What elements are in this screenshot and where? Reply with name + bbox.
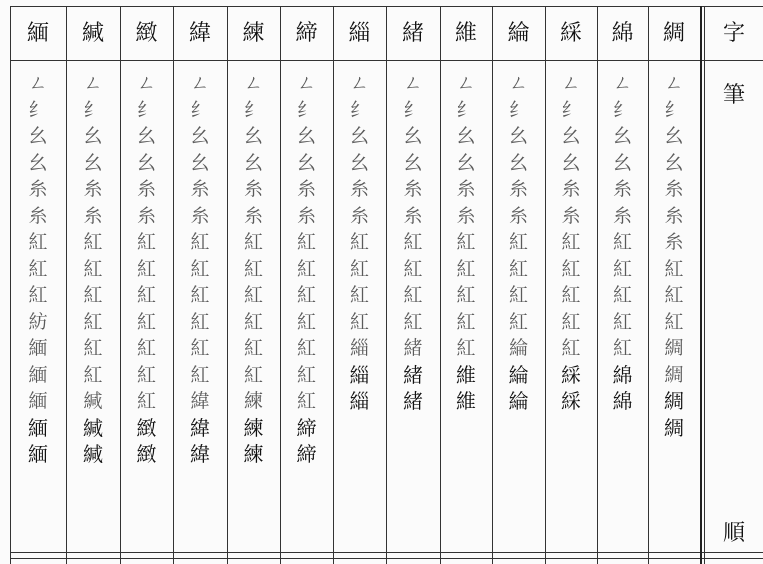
column-rule [386,6,387,564]
stroke-step: 紅 [83,310,103,333]
stroke-step: 紅 [561,257,581,280]
stroke-step: 纟 [456,98,476,121]
stroke-sequence-column [234,70,274,468]
stroke-sequence-column [603,70,643,415]
stroke-step: 幺 [136,125,156,147]
stroke-step: 糸 [190,178,210,200]
column-rule [597,6,598,564]
header-character: 綸 [507,21,530,46]
column-rule [333,6,334,564]
stroke-step: 糸 [403,178,423,200]
stroke-step: 紅 [456,231,476,253]
stroke-step: 紅 [349,284,369,306]
stroke-step: 緯 [190,415,210,440]
stroke-step: 紅 [190,337,210,359]
stroke-step: 幺 [349,125,369,147]
stroke-step: 幺 [136,151,156,174]
stroke-step: 幺 [28,125,48,147]
stroke-step: 紅 [403,284,423,306]
stroke-step: 紅 [243,310,263,333]
header-character: 練 [242,21,265,46]
stroke-step: 幺 [403,151,423,174]
stroke-step: ㄥ [136,72,156,94]
stroke-step: ㄥ [664,72,684,94]
stroke-step: 幺 [190,151,210,174]
column-rule [120,6,121,564]
stroke-step: 緬 [28,415,48,440]
stroke-step: 纟 [664,98,684,121]
header-character: 締 [295,21,318,46]
stroke-step: 紅 [561,231,581,253]
stroke-step: 紅 [83,231,103,253]
stroke-step: 紅 [612,337,632,359]
stroke-step: 纟 [612,98,632,121]
stroke-step: 糸 [136,178,156,200]
stroke-step: 糸 [296,178,316,200]
stroke-step: 糸 [664,231,684,253]
stroke-step: ㄥ [83,72,103,94]
side-label-top: 字 [722,21,745,46]
stroke-step: 綵 [561,389,581,413]
stroke-sequence-column [654,70,694,441]
stroke-step: 緘 [83,415,103,440]
stroke-step: 糸 [456,204,476,227]
stroke-step: 紅 [296,337,316,359]
header-character: 維 [454,21,477,46]
stroke-step: 幺 [296,151,316,174]
stroke-sequence-column [180,70,220,468]
stroke-step: 緒 [403,337,423,359]
stroke-step: 締 [296,415,317,440]
stroke-step: 紅 [190,284,210,306]
stroke-sequence-column [73,70,113,468]
stroke-step: 糸 [508,204,528,227]
stroke-step: ㄥ [508,72,528,94]
column-rule [704,6,705,564]
stroke-step: 纟 [83,98,103,121]
header-character: 緯 [188,21,211,46]
stroke-step: 緇 [349,337,369,359]
stroke-step: 糸 [83,178,103,200]
stroke-step: 紅 [664,310,684,333]
stroke-step: 幺 [456,125,476,147]
stroke-step: 糸 [561,178,581,200]
stroke-step: 紅 [136,363,156,386]
stroke-step: 紅 [28,231,48,253]
stroke-step: 練 [243,442,264,466]
stroke-step: 綢 [664,337,684,359]
stroke-step: 緘 [83,390,103,412]
stroke-step: 紅 [508,231,528,253]
stroke-step: 纟 [561,98,581,121]
stroke-step: 糸 [28,204,48,227]
stroke-step: 糸 [612,204,632,227]
stroke-step: 幺 [243,125,263,147]
stroke-step: 糸 [296,204,316,227]
stroke-step: 紅 [456,310,476,333]
stroke-step: 紅 [508,284,528,306]
stroke-step: 紅 [28,257,48,280]
stroke-step: 幺 [612,151,632,174]
stroke-step: 紅 [296,284,316,306]
stroke-step: 綢 [664,415,684,440]
stroke-step: 紅 [349,310,369,333]
stroke-step: 練 [243,390,263,412]
stroke-sequence-column [499,70,539,415]
stroke-step: 幺 [561,125,581,147]
stroke-step: 綢 [664,363,684,386]
stroke-step: 綸 [508,362,529,387]
stroke-step: 紅 [190,257,210,280]
header-character: 緒 [401,21,424,46]
stroke-sequence-column [446,70,486,415]
stroke-step: 緒 [403,362,423,387]
column-rule [66,6,67,564]
stroke-step: 幺 [403,125,423,147]
stroke-step: 纟 [296,98,316,121]
stroke-step: 紡 [28,310,48,333]
stroke-step: 紅 [403,310,423,333]
stroke-step: ㄥ [190,72,210,94]
stroke-step: 紅 [664,257,684,280]
stroke-step: 綿 [612,389,633,413]
stroke-step: 紅 [296,390,316,412]
stroke-step: 紅 [136,337,156,359]
stroke-step: 紅 [136,231,156,253]
stroke-step: 纟 [136,98,156,121]
stroke-step: 緘 [83,442,103,466]
stroke-step: ㄥ [349,72,369,94]
stroke-step: ㄥ [28,72,48,94]
stroke-step: 糸 [190,204,210,227]
stroke-step: 紅 [612,310,632,333]
stroke-step: 纟 [349,98,369,121]
stroke-step: 幺 [296,125,316,147]
header-character: 緘 [81,21,104,46]
stroke-step: 紅 [403,257,423,280]
stroke-step: 紅 [136,390,156,412]
stroke-step: 紅 [349,231,369,253]
stroke-step: 緬 [28,442,48,466]
stroke-step: 纟 [28,98,48,121]
stroke-step: 緬 [28,363,48,386]
stroke-step: 幺 [456,151,476,174]
stroke-step: 糸 [664,204,684,227]
stroke-step: 紅 [561,310,581,333]
header-character: 緇 [348,21,371,46]
stroke-step: 幺 [664,125,684,147]
stroke-step: 紅 [83,363,103,386]
column-rule [700,6,702,564]
stroke-step: 糸 [349,178,369,200]
stroke-step: 紅 [83,284,103,306]
stroke-step: 紅 [349,257,369,280]
stroke-step: 紅 [190,310,210,333]
stroke-step: 紅 [612,257,632,280]
stroke-step: 糸 [612,178,632,200]
stroke-step: 紅 [612,284,632,306]
column-rule [10,6,11,564]
stroke-sequence-column [551,70,591,415]
stroke-step: 練 [243,415,264,440]
stroke-step: ㄥ [561,72,581,94]
stroke-step: ㄥ [296,72,316,94]
stroke-sequence-column [340,70,380,415]
stroke-step: 幺 [612,125,632,147]
column-rule [648,6,649,564]
stroke-step: 紅 [456,284,476,306]
stroke-sequence-column [287,70,327,468]
stroke-step: 綸 [508,337,528,359]
stroke-step: 紅 [190,363,210,386]
stroke-step: 紅 [190,231,210,253]
stroke-step: 紅 [456,337,476,359]
stroke-step: ㄥ [612,72,632,94]
stroke-step: 糸 [456,178,476,200]
header-character: 緻 [135,21,158,46]
stroke-step: 紅 [296,231,316,253]
stroke-step: 緒 [403,389,423,413]
stroke-step: 糸 [243,204,263,227]
stroke-step: 糸 [136,204,156,227]
stroke-step: 紅 [296,363,316,386]
stroke-step: 綿 [612,362,633,387]
stroke-step: 紅 [136,284,156,306]
column-rule [173,6,174,564]
stroke-step: 綢 [664,389,684,413]
stroke-step: 綸 [508,389,529,413]
stroke-step: 纟 [190,98,210,121]
stroke-step: 紅 [243,337,263,359]
stroke-step: 綵 [561,362,581,387]
stroke-sequence-column [393,70,433,415]
stroke-step: 緻 [136,415,157,440]
stroke-step: 幺 [508,151,528,174]
stroke-step: 幺 [190,125,210,147]
header-character: 緬 [26,21,49,46]
stroke-step: 幺 [243,151,263,174]
stroke-step: 紅 [456,257,476,280]
stroke-step: 纟 [508,98,528,121]
stroke-step: ㄥ [403,72,423,94]
stroke-step: 幺 [561,151,581,174]
stroke-step: 紅 [508,257,528,280]
stroke-step: 糸 [508,178,528,200]
column-rule [280,6,281,564]
stroke-step: ㄥ [243,72,263,94]
header-character: 綵 [559,21,582,46]
stroke-step: 糸 [561,204,581,227]
stroke-step: 紅 [508,310,528,333]
stroke-step: 糸 [28,178,48,200]
side-label-bottom: 順 [722,521,745,546]
stroke-sequence-column [18,70,58,468]
stroke-step: 紅 [561,284,581,306]
stroke-step: 緻 [136,442,157,466]
stroke-step: 緯 [190,442,210,466]
stroke-step: 維 [456,389,476,413]
side-label-mid: 筆 [722,83,745,108]
stroke-step: 紅 [243,284,263,306]
stroke-step: 紅 [664,284,684,306]
stroke-step: 紅 [612,231,632,253]
stroke-step: 幺 [28,151,48,174]
stroke-step: 締 [296,442,317,466]
stroke-step: 紅 [243,231,263,253]
stroke-step: 糸 [664,178,684,200]
stroke-step: 維 [456,362,476,387]
stroke-step: 幺 [349,151,369,174]
stroke-step: 纟 [403,98,423,121]
stroke-step: 紅 [403,231,423,253]
column-rule [492,6,493,564]
stroke-step: 紅 [136,310,156,333]
stroke-step: 幺 [83,151,103,174]
stroke-sequence-column [127,70,167,468]
stroke-step: 糸 [243,178,263,200]
stroke-step: 糸 [403,204,423,227]
stroke-step: 糸 [349,204,369,227]
stroke-step: 紅 [83,337,103,359]
stroke-step: 紅 [243,363,263,386]
stroke-step: 紅 [136,257,156,280]
column-rule [545,6,546,564]
stroke-step: 緇 [349,389,370,413]
stroke-step: 紅 [296,310,316,333]
stroke-step: ㄥ [456,72,476,94]
stroke-step: 紅 [83,257,103,280]
stroke-step: 紅 [296,257,316,280]
stroke-step: 紅 [243,257,263,280]
stroke-step: 緇 [349,362,370,387]
column-rule [227,6,228,564]
stroke-step: 幺 [83,125,103,147]
stroke-step: 纟 [243,98,263,121]
stroke-step: 紅 [28,284,48,306]
column-rule [440,6,441,564]
stroke-step: 紅 [561,337,581,359]
stroke-step: 緬 [28,337,48,359]
header-character: 綢 [662,21,685,46]
stroke-step: 緯 [190,390,210,412]
header-character: 綿 [611,21,634,46]
stroke-step: 緬 [28,390,48,412]
stroke-step: 幺 [664,151,684,174]
stroke-step: 幺 [508,125,528,147]
stroke-step: 糸 [83,204,103,227]
